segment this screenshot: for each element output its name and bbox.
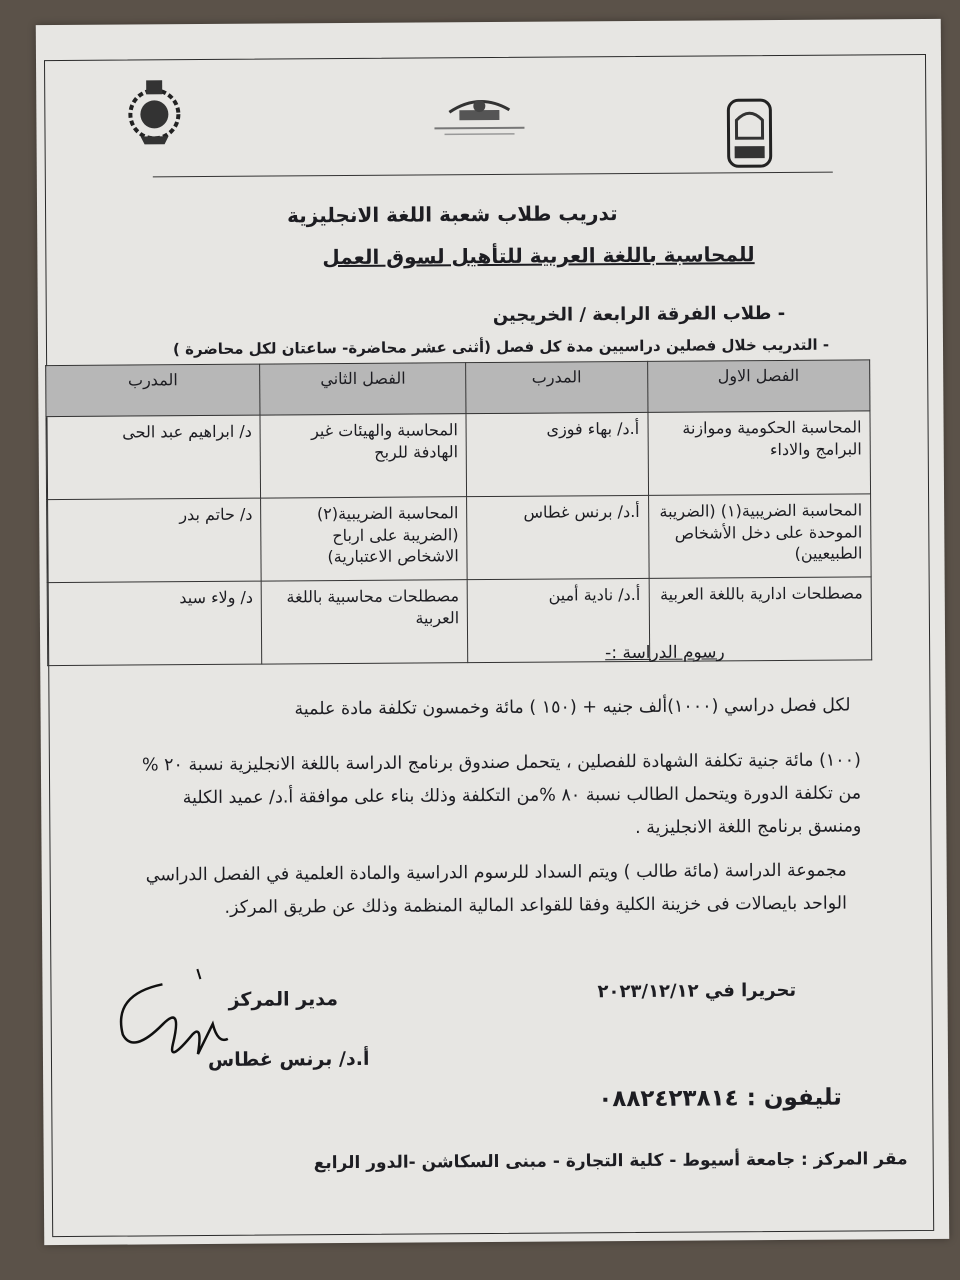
fees-line-1: لكل فصل دراسي (١٠٠٠)ألف جنيه + (١٥٠ ) مائة وخمسون تكلفة مادة علمية <box>294 695 851 720</box>
table-cell: المحاسبة الضريبية(٢) (الضريبة على ارباح الاشخاص الاعتبارية) <box>261 497 468 581</box>
director-name: أ.د/ برنس غطاس <box>207 1047 370 1071</box>
document-page <box>36 19 949 1245</box>
table-row <box>46 411 871 500</box>
table-cell: د/ ابراهيم عبد الحى <box>46 415 261 499</box>
table-cell: أ.د/ بهاء فوزى <box>466 412 648 496</box>
table-cell: د/ حاتم بدر <box>47 498 262 582</box>
fees-paragraph-2: (١٠٠) مائة جنية تكلفة الشهادة للفصلين ، يتحمل صندوق برنامج الدراسة باللغة الانجليزية نسبة ٢٠ % من تكلفة الدورة ويتحمل الطالب نسبة ٨٠ %من التكلفة وذلك بناء على موافقة أ.د/ عميد الكلية ومنسق برنامج اللغة الانجليزية . <box>141 750 862 839</box>
signature-icon <box>102 964 253 1075</box>
phone-number: تليفون : ٠٨٨٢٤٢٣٨١٤ <box>598 1084 842 1113</box>
issue-date: تحريرا في ٢٠٢٣/١٢/١٢ <box>597 979 797 1003</box>
table-row <box>47 494 872 583</box>
table-cell: المحاسبة الضريبية(١) (الضريبة الموحدة على دخل الأشخاص الطبيعيين) <box>648 494 871 579</box>
table-header-row <box>46 360 870 417</box>
fees-paragraph-3: مجموعة الدراسة (مائة طالب ) ويتم السداد للرسوم الدراسية والمادة العلمية في الفصل الدراسي الواحد بايصالات فى خزينة الكلية وفقا للقواعد المالية المنظمة وذلك عن طريق المركز. <box>145 860 847 918</box>
col-header-second-term: الفصل الثاني <box>260 363 466 415</box>
table-cell: د/ ولاء سيد <box>47 581 262 665</box>
col-header-trainer-2: المدرب <box>46 364 261 416</box>
duration-line: - التدريب خلال فصلين دراسيين مدة كل فصل (أثنى عشر محاضرة- ساعتان لكل محاضرة ) <box>172 335 830 359</box>
audience-line: - طلاب الفرقة الرابعة / الخريجين <box>492 302 786 326</box>
table-cell: مصطلحات محاسبية باللغة العربية <box>261 580 468 664</box>
table-cell: أ.د/ نادية أمين <box>467 578 649 662</box>
table-cell: مصطلحات ادارية باللغة العربية <box>649 577 872 662</box>
schedule-table <box>45 359 872 666</box>
center-address: مقر المركز : جامعة أسيوط - كلية التجارة - مبنى السكاشن -الدور الرابع <box>313 1149 908 1174</box>
title-line-2: للمحاسبة باللغة العربية للتأهيل لسوق العمل <box>322 242 755 270</box>
fees-heading: رسوم الدراسة :- <box>605 642 725 664</box>
university-logo-icon <box>726 98 772 168</box>
table-cell: المحاسبة والهيئات غير الهادفة للربح <box>260 414 467 498</box>
faculty-emblem-icon <box>126 76 182 146</box>
table-cell: المحاسبة الحكومية وموازنة البرامج والاداء <box>648 411 871 496</box>
table-row <box>47 577 872 666</box>
col-header-first-term: الفصل الاول <box>647 360 870 413</box>
table-cell: أ.د/ برنس غطاس <box>467 495 649 579</box>
director-title: مدير المركز <box>228 988 339 1011</box>
center-logo-icon <box>424 92 534 143</box>
title-line-1: تدريب طلاب شعبة اللغة الانجليزية <box>287 201 618 228</box>
col-header-trainer-1: المدرب <box>466 361 648 413</box>
